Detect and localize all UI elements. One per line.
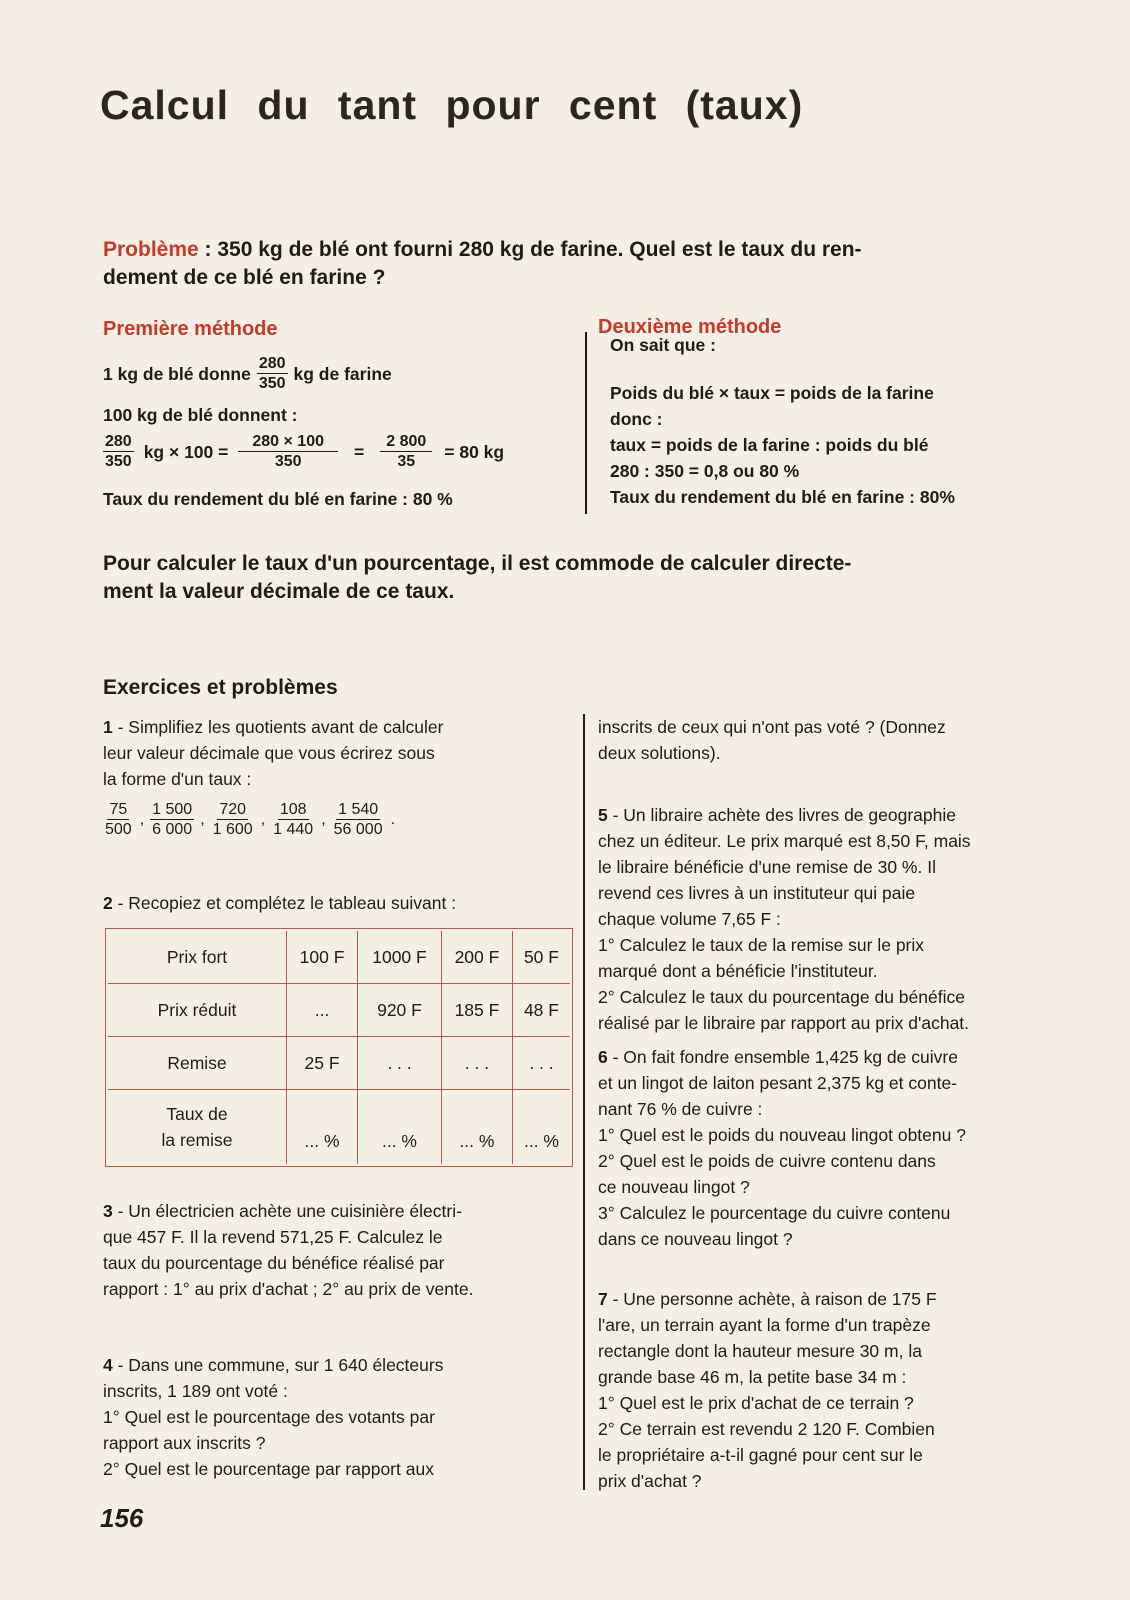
method1-line1-unit: kg de farine [293, 363, 392, 384]
table-cell: . . . [441, 1037, 512, 1090]
method1-line1 [103, 354, 392, 393]
ex4-line3: 1° Quel est le pourcentage des votants par [103, 1407, 435, 1427]
row-label-line: la remise [161, 1130, 233, 1150]
exercise-number: 3 [103, 1201, 113, 1221]
ex4-line6: inscrits de ceux qui n'ont pas voté ? (Donnez [598, 717, 946, 737]
ex5-line9: réalisé par le libraire par rapport au prix d'achat. [598, 1013, 970, 1033]
method1-equation [101, 432, 504, 471]
ex6-line2: et un lingot de laiton pesant 2,375 kg et conte- [598, 1073, 958, 1093]
exercise-number: 4 [103, 1355, 113, 1375]
table-cell: ... % [441, 1090, 512, 1165]
ex5-line3: le libraire bénéficie d'une remise de 30 %. Il [598, 857, 936, 877]
method1-heading: Première méthode [103, 318, 278, 340]
table-cell: 185 F [441, 984, 512, 1037]
fraction-numerator: 720 [219, 801, 247, 818]
fraction-numerator: 108 [279, 801, 307, 818]
method2-line3: donc : [610, 409, 663, 429]
remise-table-frame [105, 928, 573, 1167]
ex1-line2: leur valeur décimale que vous écrirez sous [103, 743, 435, 763]
methods-divider [585, 332, 587, 514]
table-row [108, 984, 570, 1037]
fraction-numerator: 2 800 [380, 432, 432, 452]
row-label: Remise [108, 1037, 287, 1090]
fraction-denominator: 6 000 [152, 821, 193, 838]
table-cell: 100 F [287, 931, 358, 984]
rule-line-2: ment la valeur décimale de ce taux. [103, 580, 455, 603]
exercise-5 [598, 802, 971, 1036]
fraction-numerator: 75 [109, 801, 128, 818]
ex3-line2: que 457 F. Il la revend 571,25 F. Calculez le [103, 1227, 443, 1247]
ex5-line5: chaque volume 7,65 F : [598, 909, 781, 929]
ex7-text: - Une personne achète, à raison de 175 F [607, 1289, 937, 1309]
table-cell: 1000 F [358, 931, 442, 984]
table-cell: . . . [512, 1037, 570, 1090]
method2-line1: On sait que : [610, 335, 716, 355]
fraction-denominator: 350 [258, 375, 286, 392]
fraction-numerator: 280 × 100 [238, 432, 338, 452]
eq-fraction-1 [103, 432, 134, 471]
table-cell: 25 F [287, 1037, 358, 1090]
ex7-line4: grande base 46 m, la petite base 34 m : [598, 1367, 907, 1387]
ex3-line4: rapport : 1° au prix d'achat ; 2° au prix de vente. [103, 1279, 474, 1299]
table-cell: 48 F [512, 984, 570, 1037]
exercise-4 [103, 1352, 443, 1482]
remise-table [108, 931, 570, 1164]
method2-line5: 280 : 350 = 0,8 ou 80 % [610, 461, 800, 481]
ex7-line7: le propriétaire a-t-il gagné pour cent sur le [598, 1445, 923, 1465]
ex1-fraction [271, 800, 315, 839]
table-row [108, 1090, 570, 1165]
comma: , [200, 810, 205, 828]
ex1-line3: la forme d'un taux : [103, 769, 252, 789]
problem-text-2: dement de ce blé en farine ? [103, 266, 386, 289]
row-label: Prix fort [108, 931, 287, 984]
ex4-line5: 2° Quel est le pourcentage par rapport aux [103, 1459, 434, 1479]
ex6-line4: 1° Quel est le poids du nouveau lingot obtenu ? [598, 1125, 966, 1145]
row-label-line: Taux de [166, 1104, 228, 1124]
ex1-text: - Simplifiez les quotients avant de calculer [112, 717, 444, 737]
exercise-4-continued [598, 714, 946, 766]
exercise-number: 1 [103, 717, 113, 737]
exercise-3 [103, 1198, 473, 1302]
method2-line2: Poids du blé × taux = poids de la farine [610, 383, 934, 403]
exercise-number: 7 [598, 1289, 608, 1309]
comma: , [139, 810, 145, 828]
ex5-line4: revend ces livres à un instituteur qui paie [598, 883, 916, 903]
table-cell: ... % [287, 1090, 358, 1165]
table-cell: ... % [512, 1090, 570, 1165]
table-cell: ... [287, 984, 358, 1037]
ex1-fraction [332, 800, 385, 839]
comma: , [321, 810, 326, 828]
ex7-line2: l'are, un terrain ayant la forme d'un trapèze [598, 1315, 931, 1335]
exercises-heading: Exercices et problèmes [103, 676, 338, 699]
fraction-denominator: 350 [105, 453, 132, 470]
ex3-text: - Un électricien achète une cuisinière électri- [112, 1201, 462, 1221]
period: . [390, 810, 396, 828]
ex7-line6: 2° Ce terrain est revendu 2 120 F. Combien [598, 1419, 935, 1439]
method1-line2: 100 kg de blé donnent : [103, 405, 298, 425]
ex6-text: - On fait fondre ensemble 1,425 kg de cuivre [607, 1047, 958, 1067]
ex7-line5: 1° Quel est le prix d'achat de ce terrain ? [598, 1393, 914, 1413]
ex6-line1 [598, 1044, 966, 1070]
eq-equals: = [353, 441, 365, 462]
fraction-numerator: 1 500 [152, 801, 193, 818]
ex5-line1 [598, 802, 971, 828]
ex5-text: - Un libraire achète des livres de geographie [607, 805, 956, 825]
method2-line4: taux = poids de la farine : poids du blé [610, 435, 929, 455]
page-title: Calcul du tant pour cent (taux) [100, 82, 804, 128]
fraction-numerator: 280 [105, 433, 132, 450]
exercise-6 [598, 1044, 966, 1252]
ex1-fraction [103, 800, 134, 839]
ex6-line7: 3° Calculez le pourcentage du cuivre contenu [598, 1203, 951, 1223]
row-label: Prix réduit [108, 984, 287, 1037]
eq-text-1: kg × 100 = [143, 441, 229, 462]
table-cell: . . . [358, 1037, 442, 1090]
method2-heading: Deuxième méthode [598, 316, 782, 338]
ex1-fraction [211, 800, 255, 839]
fraction-denominator: 1 440 [273, 821, 314, 838]
ex4-line7: deux solutions). [598, 743, 721, 763]
method1-result: Taux du rendement du blé en farine : 80 % [103, 489, 453, 509]
rule-line-1: Pour calculer le taux d'un pourcentage, il est commode de calculer directe- [103, 552, 852, 575]
fraction-denominator: 35 [397, 453, 416, 470]
ex1-fractions [101, 800, 395, 839]
eq-fraction-2 [238, 432, 338, 471]
problem-label: Problème [103, 238, 199, 261]
fraction-numerator: 280 [258, 355, 286, 372]
ex4-line1 [103, 1352, 443, 1378]
exercise-number: 2 [103, 893, 113, 913]
eq-result: = 80 kg [444, 441, 505, 462]
table-row [108, 931, 570, 984]
ex7-line3: rectangle dont la hauteur mesure 30 m, la [598, 1341, 922, 1361]
method1-line1-text: 1 kg de blé donne [103, 363, 251, 384]
eq-fraction-3 [380, 432, 432, 471]
ex3-line3: taux du pourcentage du bénéfice réalisé par [103, 1253, 445, 1273]
table-row [108, 1037, 570, 1090]
ex3-line1 [103, 1198, 473, 1224]
table-cell: 200 F [441, 931, 512, 984]
ex2-text: - Recopiez et complétez le tableau suivant : [112, 893, 457, 913]
ex4-text: - Dans une commune, sur 1 640 électeurs [112, 1355, 444, 1375]
table-cell: 50 F [512, 931, 570, 984]
ex4-line4: rapport aux inscrits ? [103, 1433, 266, 1453]
ex5-line7: marqué dont a bénéficie l'instituteur. [598, 961, 878, 981]
ex6-line6: ce nouveau lingot ? [598, 1177, 750, 1197]
row-label [108, 1090, 287, 1165]
column-divider [583, 714, 585, 1490]
table-cell: ... % [358, 1090, 442, 1165]
exercise-number: 5 [598, 805, 608, 825]
method1-fraction [257, 354, 288, 393]
fraction-denominator: 500 [105, 821, 132, 838]
ex1-line1 [103, 714, 565, 740]
fraction-denominator: 56 000 [333, 821, 383, 838]
exercise-number: 6 [598, 1047, 608, 1067]
exercise-1 [103, 714, 565, 792]
fraction-denominator: 1 600 [212, 821, 253, 838]
ex4-line2: inscrits, 1 189 ont voté : [103, 1381, 288, 1401]
ex7-line1 [598, 1286, 937, 1312]
ex6-line8: dans ce nouveau lingot ? [598, 1229, 793, 1249]
page-number: 156 [100, 1503, 144, 1533]
comma: , [260, 810, 266, 828]
ex7-line8: prix d'achat ? [598, 1471, 702, 1491]
exercise-2 [103, 890, 456, 916]
ex5-line8: 2° Calculez le taux du pourcentage du bénéfice [598, 987, 965, 1007]
ex1-fraction [150, 800, 194, 839]
problem-text-1: : 350 kg de blé ont fourni 280 kg de farine. Quel est le taux du ren- [198, 238, 862, 261]
method2-result: Taux du rendement du blé en farine : 80% [610, 487, 955, 507]
fraction-denominator: 350 [274, 453, 302, 470]
table-cell: 920 F [358, 984, 442, 1037]
ex5-line6: 1° Calculez le taux de la remise sur le prix [598, 935, 925, 955]
ex5-line2: chez un éditeur. Le prix marqué est 8,50 F, mais [598, 831, 971, 851]
ex6-line3: nant 76 % de cuivre : [598, 1099, 763, 1119]
ex6-line5: 2° Quel est le poids de cuivre contenu dans [598, 1151, 936, 1171]
exercise-7 [598, 1286, 937, 1494]
problem-line-1 [103, 236, 862, 264]
fraction-numerator: 1 540 [338, 801, 379, 818]
